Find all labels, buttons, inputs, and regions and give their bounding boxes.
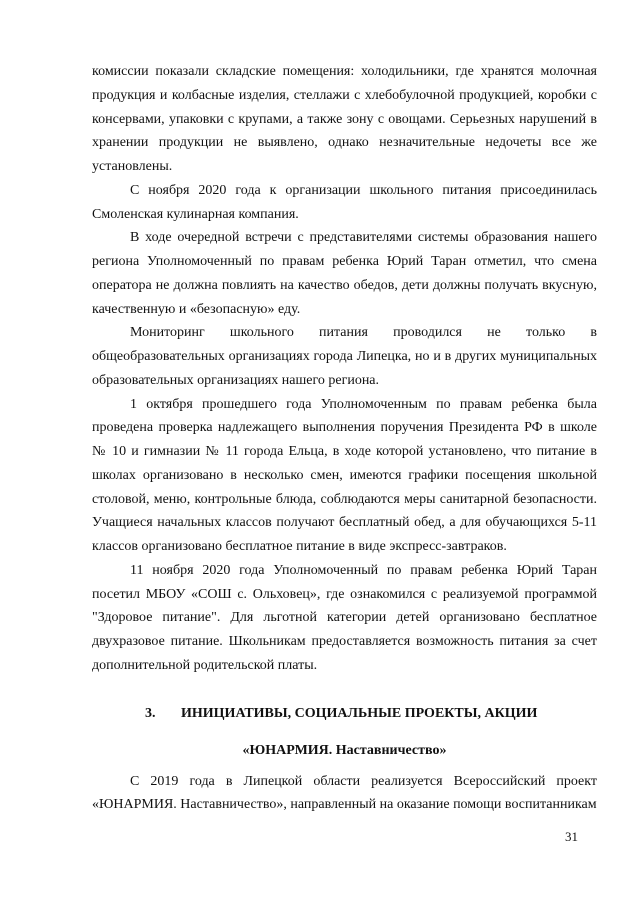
body-paragraph-6: 11 ноября 2020 года Уполномоченный по правам ребенка Юрий Таран посетил МБОУ «СОШ с. Ольховец», где ознакомился с реализуемой программой "Здоровое питание". Для льготной категории детей организовано бесплатное двухразовое питание. Школьникам предоставляется возможность питания за счет дополнительной родительской платы. bbox=[92, 562, 597, 673]
page-body bbox=[92, 60, 597, 817]
body-paragraph-1: комиссии показали складские помещения: холодильники, где хранятся молочная продукция и колбасные изделия, стеллажи с хлебобулочной продукцией, коробки с консервами, упаковки с крупами, а также зону с овощами. Серьезных нарушений в хранении продукции не выявлено, однако незначительные недочеты все же установлены. bbox=[92, 64, 597, 174]
subsection-paragraph: С 2019 года в Липецкой области реализуется Всероссийский проект «ЮНАРМИЯ. Наставничество», направленный на оказание помощи воспитанникам bbox=[92, 773, 597, 813]
body-paragraph-2: С ноября 2020 года к организации школьного питания присоединилась Смоленская кулинарная компания. bbox=[92, 182, 597, 222]
body-paragraph-3: В ходе очередной встречи с представителями системы образования нашего региона Уполномоченный по правам ребенка Юрий Таран отметил, что смена оператора не должна повлиять на качество обедов, дети должны получать вкусную, качественную и «безопасную» еду. bbox=[92, 230, 597, 317]
section-title: ИНИЦИАТИВЫ, СОЦИАЛЬНЫЕ ПРОЕКТЫ, АКЦИИ bbox=[181, 705, 538, 721]
body-paragraph-5: 1 октября прошедшего года Уполномоченным по правам ребенка была проведена проверка надлежащего выполнения поручения Президента РФ в школе № 10 и гимназии № 11 города Ельца, в ходе которой установлено, что питание в школах организовано в несколько смен, имеются графики посещения школьной столовой, меню, контрольные блюда, соблюдаются меры санитарной безопасности. Учащиеся начальных классов получают бесплатный обед, а для обучающихся 5-11 классов организовано бесплатное питание в виде экспресс-завтраков. bbox=[92, 396, 597, 554]
section-heading bbox=[92, 702, 597, 725]
page-number: 31 bbox=[565, 829, 578, 844]
body-paragraph-4: Мониторинг школьного питания проводился не только в общеобразовательных организациях города Липецка, но и в других муниципальных образовательных организациях нашего региона. bbox=[92, 325, 597, 388]
section-number: 3. bbox=[145, 705, 156, 721]
subsection-title: «ЮНАРМИЯ. Наставничество» bbox=[242, 742, 447, 758]
